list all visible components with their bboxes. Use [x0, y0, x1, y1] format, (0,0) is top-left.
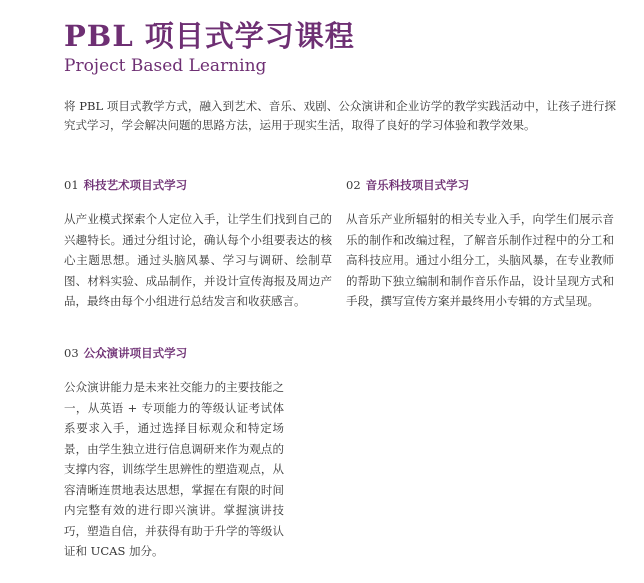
page-subtitle: Project Based Learning: [64, 56, 267, 76]
section-number: 03: [64, 346, 79, 360]
intro-paragraph: 将 PBL 项目式教学方式，融入到艺术、音乐、戏剧、公众演讲和企业访学的教学实践活动中，让孩子进行探究式学习，学会解决问题的思路方法，运用于现实生活，取得了良好的学习体验和教学效果。: [64, 99, 616, 132]
section-heading: [64, 345, 284, 361]
section-body: 公众演讲能力是未来社交能力的主要技能之一，从英语 + 专项能力的等级认证考试体系要求入手，通过选择目标观众和特定场景，由学生独立进行信息调研来作为观点的支撑内容，训练学生思辨性的塑造观点，从容清晰连贯地表达思想，掌握在有限的时间内完整有效的进行即兴演讲。掌握演讲技巧，塑造自信，并获得有助于升学的等级认证和 UCAS 加分。: [64, 380, 284, 558]
section-heading: [346, 177, 614, 193]
section-title: 科技艺术项目式学习: [83, 178, 188, 192]
section-number: 02: [346, 178, 361, 192]
section-number: 01: [64, 178, 79, 192]
section-music-tech: [346, 177, 614, 312]
section-tech-art: [64, 177, 332, 312]
section-public-speaking: [64, 345, 284, 562]
section-body: 从音乐产业所辐射的相关专业入手，向学生们展示音乐的制作和改编过程，了解音乐制作过程中的分工和高科技应用。通过小组分工，头脑风暴，在专业教师的帮助下独立编制和制作音乐作品，设计呈现方式和手段，撰写宣传方案并最终用小专辑的方式呈现。: [346, 212, 614, 308]
section-body: 从产业模式探索个人定位入手，让学生们找到自己的兴趣特长。通过分组讨论，确认每个小组要表达的核心主题思想。通过头脑风暴、学习与调研、绘制草图、材料实验、成品制作，并设计宣传海报及周边产品，最终由每个小组进行总结发言和收获感言。: [64, 212, 332, 308]
section-heading: [64, 177, 332, 193]
section-title: 公众演讲项目式学习: [83, 346, 188, 360]
page-title: PBL 项目式学习课程: [64, 19, 355, 53]
section-title: 音乐科技项目式学习: [365, 178, 470, 192]
